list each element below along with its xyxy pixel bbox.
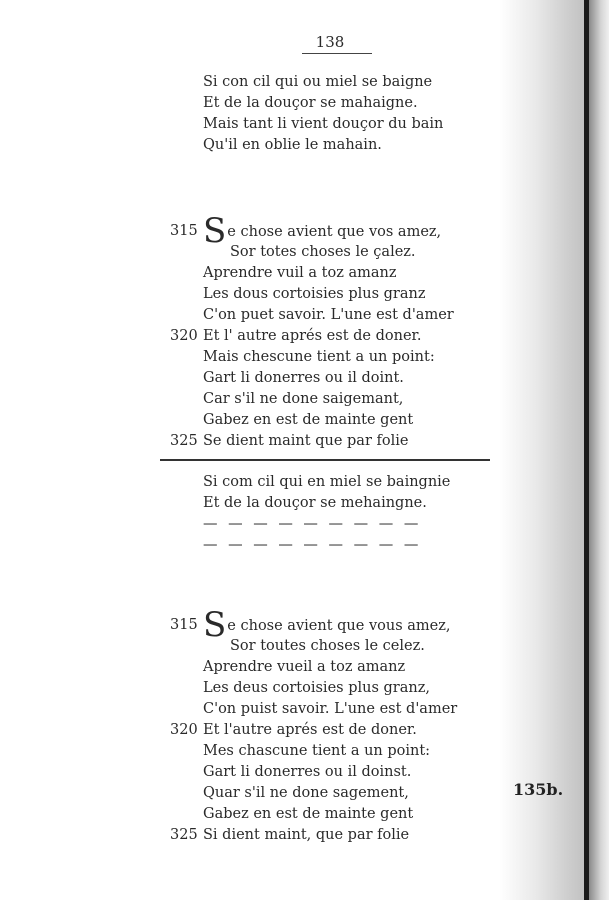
verse-line: C'on puist savoir. L'une est d'amer [203, 701, 458, 717]
verse-line: Gabez en est de mainte gent [203, 806, 414, 822]
line-number: 315 [170, 223, 198, 239]
verse-line: Gart li donerres ou il doint. [203, 370, 404, 386]
verse-line: Mais chescune tient a un point: [203, 349, 435, 365]
book-gutter-shadow [589, 0, 609, 900]
verse-line: 320 Et l'autre aprés est de doner. [170, 722, 417, 738]
drop-capital: S [203, 605, 227, 645]
verse-line: Gabez en est de mainte gent [203, 412, 414, 428]
verse-line: 325 Si dient maint, que par folie [170, 827, 410, 843]
verse-line: Mes chascune tient a un point: [203, 743, 431, 759]
top-verse-block [170, 72, 500, 156]
verse-line: Si com cil qui en miel se baingnie [203, 474, 451, 490]
verse-line: Quar s'il ne done sagement, [203, 785, 409, 801]
book-spine-edge [584, 0, 589, 900]
verse-line: Sor toutes choses le celez. [230, 638, 425, 654]
drop-capital: S [203, 211, 227, 251]
verse-line: Si con cil qui ou miel se baigne [203, 74, 433, 90]
page-number: 138 [315, 33, 345, 51]
margin-folio-note: 135b. [513, 780, 564, 799]
verse-line: 325 Se dient maint que par folie [170, 433, 409, 449]
line-number: 315 [170, 617, 198, 633]
stanza-b [170, 605, 500, 846]
verse-line: Qu'il en oblie le mahain. [203, 137, 382, 153]
verse-line: Les deus cortoisies plus granz, [203, 680, 430, 696]
omission-dashes: — — — — — — — — — [203, 537, 422, 553]
verse-line: Et de la douçor se mehaingne. [203, 495, 427, 511]
verse-line: Aprendre vueil a toz amanz [203, 659, 406, 675]
verse-line: Car s'il ne done saigemant, [203, 391, 404, 407]
section-separator-rule [160, 459, 490, 461]
verse-line: 320 Et l' autre aprés est de doner. [170, 328, 422, 344]
verse-line: Les dous cortoisies plus granz [203, 286, 426, 302]
verse-line: Aprendre vuil a toz amanz [203, 265, 397, 281]
verse-line: Sor totes choses le çalez. [230, 244, 416, 260]
verse-line: Gart li donerres ou il doinst. [203, 764, 412, 780]
verse-line: Mais tant li vient douçor du bain [203, 116, 444, 132]
omission-dashes: — — — — — — — — — [203, 516, 422, 532]
verse-line-first: 315 Se chose avient que vous amez, [170, 605, 451, 645]
verse-line: C'on puet savoir. L'une est d'amer [203, 307, 454, 323]
stanza-a [170, 211, 500, 452]
verse-line: Et de la douçor se mahaigne. [203, 95, 418, 111]
verse-line-first: 315 Se chose avient que vos amez, [170, 211, 442, 251]
page-number-rule [302, 53, 372, 54]
mid-verse-block [170, 472, 500, 556]
